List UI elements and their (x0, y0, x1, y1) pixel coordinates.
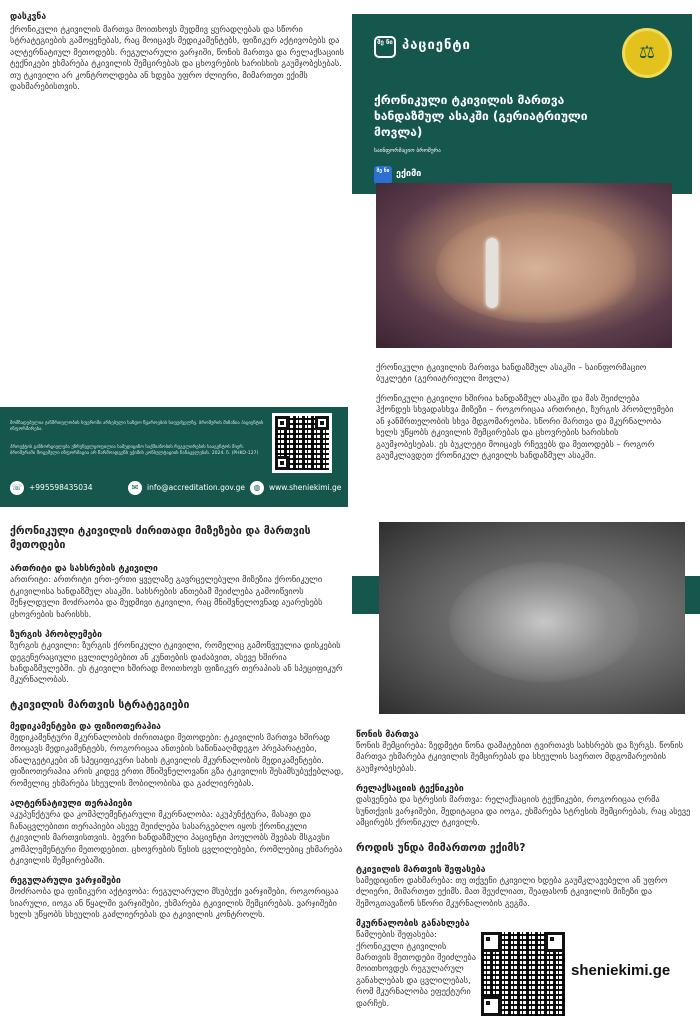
footer-note-2: პროექტის განხორციელება უზრუნველყოფილია სამედიცინო საქმიანობის რეგულირების სააგენტოს მიერ. ბროშურაში მოცემული ინფორმაცია არ წარმოადგენს ექიმის კონსულტაციის ჩანაცვლებას. 2024. ჩ. (PHKO-127) (10, 445, 259, 457)
weight-heading: წონის მართვა (356, 730, 419, 740)
treatment-body: წამლების შეფასება: ქრონიკული ტკივილის მართვის მეთოდები შეიძლება მოითხოვდეს რეგულარულ განახლებას და ცვლილებას, რომ მკურნალობა ეფექტური დარჩეს. (356, 929, 476, 1008)
evaluation-body: სამედიცინო დახმარება: თუ თქვენი ტკივილი ხდება გაუმკლავებელი ან უფრო ძლიერი, მიმართეთ ექიმს. მათ შეუძლიათ, შეაფასონ ტკივილის მიზეზი და შემოგთავაზონ სწორი მკურნალობის გეგმა. (356, 874, 668, 908)
exercise-heading: რეგულარული ვარჯიშები (10, 876, 121, 887)
conclusion-heading: დასკვნა (10, 12, 47, 22)
globe-icon: ◍ (250, 481, 264, 495)
contact-phone[interactable]: ☏ +995598435034 (10, 481, 93, 495)
cover-subtitle: საინფორმაციო ბროშურა (374, 148, 441, 154)
alternative-body: აკუპუნქტურა და კომპლემენტარული მკურნალობა: აკუპუნქტურა, მასაჟი და ჩანაცვლებითი თერაპიები ასევე შეიძლება სასარგებლო იყოს ქრონიკული ტკივილის მართვისთვის. ბევრი ხანდაზმული პაციენტი პოულობს შვებას მსგავსი კომპლემენტური მეთოდებით. ცხოვრების წესის ცვლილებები, რომლებიც ეხმარება ტკივილის შემცირებაში. (10, 809, 343, 865)
elderly-hands-photo (376, 183, 672, 348)
bw-hands-photo (379, 522, 685, 714)
doctor-mark: შე ნი (374, 166, 392, 184)
inner-left-page (10, 524, 345, 921)
brand-mark: შე ნი (374, 36, 396, 58)
medication-heading: მედიკამენტები და ფიზიოთერაპია (10, 722, 161, 733)
exercise-body: მოძრაობა და ფიზიკური აქტივობა: რეგულარული მსუბუქი ვარჯიშები, როგორიცაა სიარული, იოგა ან წყალში ვარჯიშები, ეხმარება ტკივილის შემცირებას. ვარჯიშები ხელს უწყობს სხეულის გაძლიერებას და ტკივილის კონტროლს. (10, 886, 339, 920)
conclusion-section (10, 12, 345, 93)
treatment-heading: მკურნალობის განახლება (356, 919, 470, 930)
qr-badge[interactable] (477, 928, 692, 1020)
causes-title: ქრონიკული ტკივილის ძირითადი მიზეზები და მართვის მეთოდები (10, 525, 311, 552)
cover-intro (376, 362, 676, 462)
when-doctor-title: როდის უნდა მიმართოთ ექიმს? (356, 841, 526, 854)
relax-body: დასვენება და სტრესის მართვა: რელაქსაციის ტექნიკები, როგორიცაა ღრმა სუნთქვის ვარჯიშები, მედიტაცია და იოგა, ეხმარება სტრესის შემცირებას, რაც ასევე ამცირებს ქრონიკულ ტკივილს. (356, 794, 691, 828)
badge-qr-code[interactable] (481, 932, 565, 1016)
back-body: ზურგის ტკივილი: ზურგის ქრონიკული ტკივილი, რომელიც გამოწვეულია დისკების დეგენერაციული ცვლილებებით ან კუნთების დაძაბვით, ასევე ხშირია ხანდაზმულებში. ეს ტკივილი ხშირად მოითხოვს ფიზიკურ თერაპიას ან სპეციფიკურ მკურნალობას. (10, 640, 343, 685)
footer-note-1: მომზადებულია ჯანმრთელობის სფეროში არსებული სანდო წყაროების საფუძველზე. ბროშურის მიზანია პაციენტის ინფორმირება. (10, 421, 264, 433)
cover-title: ქრონიკული ტკივილის მართვა ხანდაზმულ ასაკში (გერიატრიული მოვლა) (374, 93, 588, 140)
medication-body: მედიკამენტური მკურნალობის ძირითადი მეთოდები: ტკივილის მართვა ხშირად მოიცავს მედიკამენტებს, როგორიცაა ანთების საწინააღმდეგო პრეპარატები, ანალგეტიკები ან სპეციფიკური სახის ტკივილის მკურნალობის მედიკამენტები. ფიზიოთერაპია არის კიდევ ერთი მნიშვნელოვანი გზა ტკივილის შესამსუბუქებლად, რომელიც ეხმარება სხეულის მობილობისა და გაძლიერებას. (10, 732, 344, 788)
phone-icon: ☏ (10, 481, 24, 495)
alternative-heading: ალტერნატიული თერაპიები (10, 799, 133, 810)
arthritis-body: ართრიტი: ართრიტი ერთ-ერთი ყველაზე გავრცელებული მიზეზია ქრონიკული ტკივილისა ხანდაზმულ ასაკში. სახსრების ანთებამ შეიძლება გამოიწვიოს მენჯლდული მოძრაობა და მუდმივი ტკივილი, რაც მნიშვნელოვნად აუარესებს ცხოვრების ხარისხს. (10, 574, 323, 619)
brand-name: პაციენტი (402, 38, 471, 53)
footer-band (0, 407, 348, 507)
badge-url[interactable]: sheniekimi.ge (571, 962, 671, 979)
email-icon: ✉ (128, 481, 142, 495)
doctor-label: ექიმი (396, 169, 422, 179)
cover-intro-body: ქრონიკული ტკივილი ხშირია ხანდაზმულ ასაკში და მას შეიძლება ჰქონდეს სხვადასხვა მიზეზი – როგორიცაა ართრიტი, ზურგის პრობლემები ან ჯანმრთელობის სხვა მდგომარეობა. სწორი მართვა და მკურნალობა ხელს უწყობს ტკივილის შემცირებას და ცხოვრების ხარისხის გაუმჯობესებას. ეს ბუკლეტი მოიცავს რჩევებს და მეთოდებს – როგორ გაუმკლავდეთ ქრონიკულ ტკივილს ხანდაზმულ ასაკში. (376, 392, 674, 461)
strategy-title: ტკივილის მართვის სტრატეგიები (10, 698, 190, 711)
weight-body: წონის შემცირება: ზედმეტი წონა დამატებით ტვირთავს სახსრებს და ზურგს. წონის მართვა ეხმარება ტკივილის შემცირებას და სხეულის საერთო მდგომარეობის გაუმჯობესებას. (356, 740, 684, 773)
conclusion-body: ქრონიკული ტკივილის მართვა მოითხოვს მუდმივ ყურადღებას და სწორი სტრატეგიების გამოყენებას, რაც მოიცავს მედიკამენტებს, ფიზიკურ აქტივობებს და ალტერნატიულ მეთოდებს. რეგულარული ვარჯიში, წონის მართვა და რელაქსაციის ტექნიკები ეხმარება ტკივილის შემცირებას და ცხოვრების ხარისხის გაუმჯობესებას. თუ ტკივილი არ კონტროლდება ან ხდება უფრო ძლიერი, მიმართეთ ექიმს დახმარებისთვის. (10, 24, 344, 92)
agency-logo: ⚖ (622, 28, 672, 78)
relax-heading: რელაქსაციის ტექნიკები (356, 784, 464, 795)
cover-intro-title: ქრონიკული ტკივილის მართვა ხანდაზმულ ასაკში – საინფორმაციო ბუკლეტი (გერიატრიული მოვლა) (376, 362, 647, 384)
footer-qr-code[interactable] (272, 413, 332, 473)
back-heading: ზურგის პრობლემები (10, 630, 102, 641)
cover-header (352, 14, 692, 194)
arthritis-heading: ართრიტი და სახსრების ტკივილი (10, 564, 158, 575)
contact-email[interactable]: ✉ info@accreditation.gov.ge (128, 481, 245, 495)
evaluation-heading: ტკივილის მართვის შეფასება (356, 864, 486, 875)
contact-website[interactable]: ◍ www.sheniekimi.ge (250, 481, 341, 495)
